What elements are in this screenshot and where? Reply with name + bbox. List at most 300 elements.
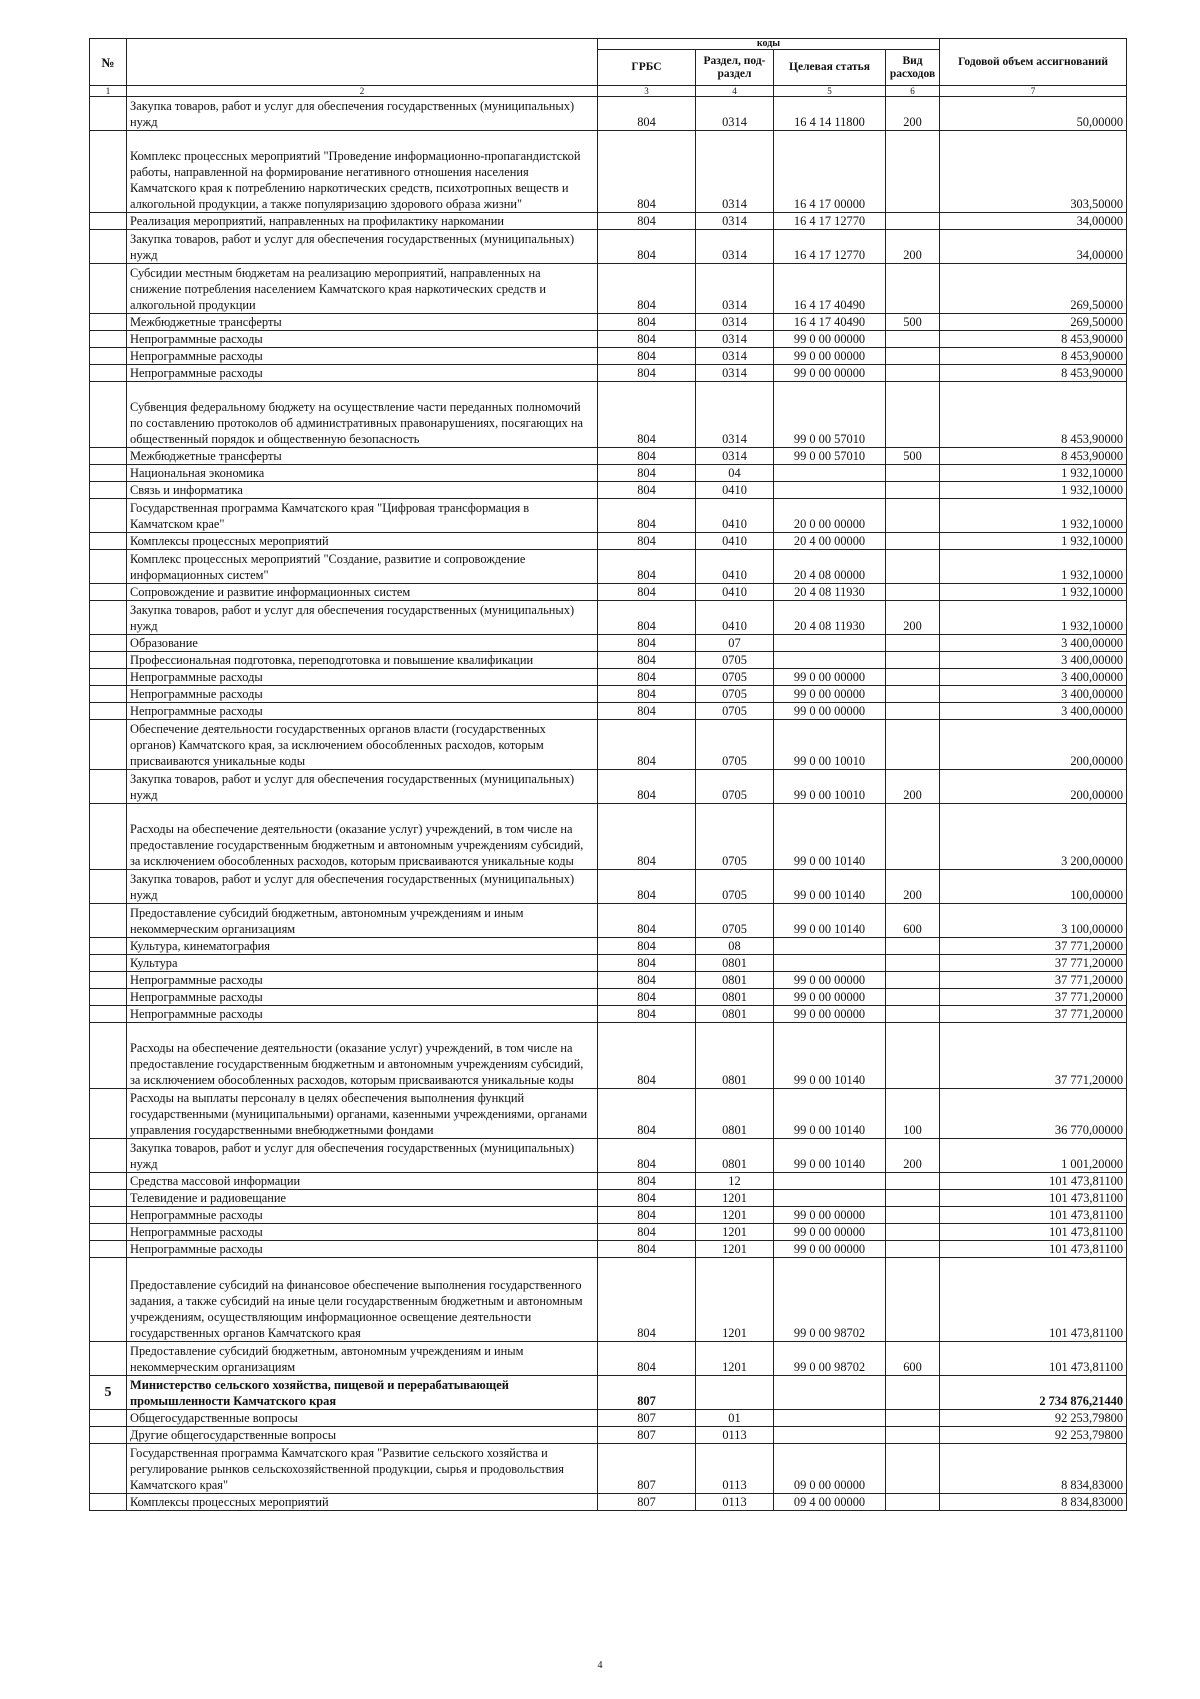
annual-amount: 101 473,81100 — [940, 1258, 1127, 1342]
target-article-code — [774, 635, 886, 652]
grbs-code: 804 — [598, 264, 696, 314]
section-code: 0801 — [696, 972, 774, 989]
target-article-code: 99 0 00 00000 — [774, 686, 886, 703]
row-number — [90, 365, 127, 382]
grbs-code: 804 — [598, 938, 696, 955]
target-article-code: 09 4 00 00000 — [774, 1494, 886, 1511]
expense-name: Непрограммные расходы — [127, 669, 598, 686]
section-code: 1201 — [696, 1190, 774, 1207]
expense-type-code — [886, 331, 940, 348]
col-number: 5 — [774, 86, 886, 97]
target-article-code: 16 4 17 00000 — [774, 131, 886, 213]
section-code: 0314 — [696, 264, 774, 314]
annual-amount: 8 453,90000 — [940, 348, 1127, 365]
expense-type-code: 500 — [886, 314, 940, 331]
grbs-code: 804 — [598, 1224, 696, 1241]
annual-amount: 8 834,83000 — [940, 1494, 1127, 1511]
row-number — [90, 669, 127, 686]
expense-type-code — [886, 938, 940, 955]
section-code: 0705 — [696, 686, 774, 703]
table-row — [90, 904, 1127, 938]
section-code: 1201 — [696, 1258, 774, 1342]
expense-type-code — [886, 669, 940, 686]
expense-name: Непрограммные расходы — [127, 1241, 598, 1258]
table-row — [90, 1139, 1127, 1173]
target-article-code: 99 0 00 00000 — [774, 703, 886, 720]
target-article-code: 99 0 00 00000 — [774, 1224, 886, 1241]
section-code: 0314 — [696, 131, 774, 213]
annual-amount: 200,00000 — [940, 770, 1127, 804]
annual-amount: 34,00000 — [940, 230, 1127, 264]
expense-type-code — [886, 972, 940, 989]
expense-name: Непрограммные расходы — [127, 686, 598, 703]
expense-type-code — [886, 989, 940, 1006]
grbs-code: 804 — [598, 584, 696, 601]
expense-name: Культура, кинематография — [127, 938, 598, 955]
expense-type-code — [886, 1258, 940, 1342]
expense-name: Непрограммные расходы — [127, 348, 598, 365]
annual-amount: 101 473,81100 — [940, 1173, 1127, 1190]
grbs-code: 804 — [598, 770, 696, 804]
annual-amount: 101 473,81100 — [940, 1190, 1127, 1207]
expense-name: Министерство сельского хозяйства, пищевой и перерабатывающей промышленности Камчатского края — [127, 1376, 598, 1410]
expense-name: Непрограммные расходы — [127, 703, 598, 720]
row-number — [90, 230, 127, 264]
section-code: 0801 — [696, 1139, 774, 1173]
grbs-code: 804 — [598, 131, 696, 213]
target-article-code: 99 0 00 00000 — [774, 669, 886, 686]
table-row — [90, 1444, 1127, 1494]
target-article-code: 99 0 00 10140 — [774, 804, 886, 870]
annual-amount: 3 400,00000 — [940, 635, 1127, 652]
grbs-code: 804 — [598, 331, 696, 348]
annual-amount: 37 771,20000 — [940, 989, 1127, 1006]
annual-amount: 3 200,00000 — [940, 804, 1127, 870]
target-article-code: 16 4 17 40490 — [774, 264, 886, 314]
section-code: 12 — [696, 1173, 774, 1190]
annual-amount: 92 253,79800 — [940, 1427, 1127, 1444]
annual-amount: 269,50000 — [940, 314, 1127, 331]
target-article-code — [774, 482, 886, 499]
section-code: 0705 — [696, 770, 774, 804]
expense-type-code — [886, 131, 940, 213]
row-number — [90, 635, 127, 652]
section-code: 0705 — [696, 720, 774, 770]
section-code: 0705 — [696, 904, 774, 938]
expense-type-code — [886, 720, 940, 770]
table-row — [90, 264, 1127, 314]
grbs-code: 804 — [598, 1089, 696, 1139]
target-article-code: 16 4 14 11800 — [774, 97, 886, 131]
section-code: 0314 — [696, 97, 774, 131]
row-number — [90, 904, 127, 938]
target-article-code: 20 4 08 11930 — [774, 584, 886, 601]
row-number — [90, 314, 127, 331]
table-row — [90, 703, 1127, 720]
target-article-code: 99 0 00 10010 — [774, 720, 886, 770]
col-number: 1 — [90, 86, 127, 97]
expense-type-code — [886, 465, 940, 482]
row-number — [90, 703, 127, 720]
section-code: 04 — [696, 465, 774, 482]
section-code: 0314 — [696, 348, 774, 365]
grbs-code: 804 — [598, 482, 696, 499]
expense-type-code — [886, 264, 940, 314]
section-code: 0314 — [696, 314, 774, 331]
header-celevaya: Целевая статья — [774, 50, 886, 86]
target-article-code: 20 4 08 11930 — [774, 601, 886, 635]
grbs-code: 804 — [598, 989, 696, 1006]
table-row — [90, 1376, 1127, 1410]
annual-amount: 8 834,83000 — [940, 1444, 1127, 1494]
target-article-code: 16 4 17 12770 — [774, 213, 886, 230]
grbs-code: 804 — [598, 213, 696, 230]
annual-amount: 37 771,20000 — [940, 938, 1127, 955]
expense-type-code — [886, 382, 940, 448]
expense-name: Государственная программа Камчатского края "Цифровая трансформация в Камчатском крае" — [127, 499, 598, 533]
annual-amount: 8 453,90000 — [940, 365, 1127, 382]
expense-type-code — [886, 550, 940, 584]
grbs-code: 804 — [598, 669, 696, 686]
expense-type-code: 200 — [886, 870, 940, 904]
row-number — [90, 1494, 127, 1511]
table-row — [90, 382, 1127, 448]
expense-type-code: 200 — [886, 601, 940, 635]
expense-name: Непрограммные расходы — [127, 1006, 598, 1023]
table-row — [90, 870, 1127, 904]
target-article-code: 99 0 00 57010 — [774, 382, 886, 448]
annual-amount: 101 473,81100 — [940, 1207, 1127, 1224]
row-number — [90, 1258, 127, 1342]
expense-name: Расходы на обеспечение деятельности (оказание услуг) учреждений, в том числе на предоставление государственным бюджетным и автономным учреждениям субсидий, за исключением обособленных расходов, которым присваиваются уникальные коды — [127, 1023, 598, 1089]
target-article-code: 99 0 00 98702 — [774, 1342, 886, 1376]
target-article-code: 99 0 00 10140 — [774, 1023, 886, 1089]
expense-type-code — [886, 1241, 940, 1258]
row-number — [90, 770, 127, 804]
annual-amount: 1 932,10000 — [940, 465, 1127, 482]
page-number: 4 — [597, 1660, 603, 1671]
expense-type-code — [886, 1190, 940, 1207]
expense-type-code: 500 — [886, 448, 940, 465]
table-row — [90, 720, 1127, 770]
section-code: 0314 — [696, 230, 774, 264]
expense-type-code — [886, 1006, 940, 1023]
section-code: 0801 — [696, 1089, 774, 1139]
expense-name: Комплексы процессных мероприятий — [127, 533, 598, 550]
target-article-code — [774, 938, 886, 955]
annual-amount: 101 473,81100 — [940, 1342, 1127, 1376]
table-body — [90, 97, 1127, 1511]
table-row — [90, 1410, 1127, 1427]
expense-name: Закупка товаров, работ и услуг для обеспечения государственных (муниципальных) нужд — [127, 1139, 598, 1173]
expense-type-code — [886, 1427, 940, 1444]
annual-amount: 303,50000 — [940, 131, 1127, 213]
expense-name: Телевидение и радиовещание — [127, 1190, 598, 1207]
grbs-code: 804 — [598, 465, 696, 482]
table-row — [90, 213, 1127, 230]
expense-name: Непрограммные расходы — [127, 1207, 598, 1224]
annual-amount: 1 932,10000 — [940, 601, 1127, 635]
table-row — [90, 686, 1127, 703]
grbs-code: 804 — [598, 652, 696, 669]
target-article-code — [774, 1410, 886, 1427]
table-row — [90, 331, 1127, 348]
annual-amount: 92 253,79800 — [940, 1410, 1127, 1427]
row-number — [90, 1207, 127, 1224]
section-code: 1201 — [696, 1207, 774, 1224]
expense-type-code: 200 — [886, 1139, 940, 1173]
col-number: 2 — [127, 86, 598, 97]
section-code: 0113 — [696, 1444, 774, 1494]
header-grbs: ГРБС — [598, 50, 696, 86]
annual-amount: 1 932,10000 — [940, 584, 1127, 601]
annual-amount: 3 400,00000 — [940, 652, 1127, 669]
row-number — [90, 131, 127, 213]
table-row — [90, 804, 1127, 870]
table-row — [90, 955, 1127, 972]
annual-amount: 1 932,10000 — [940, 533, 1127, 550]
target-article-code: 99 0 00 00000 — [774, 1241, 886, 1258]
expense-name: Межбюджетные трансферты — [127, 448, 598, 465]
grbs-code: 804 — [598, 448, 696, 465]
annual-amount: 8 453,90000 — [940, 448, 1127, 465]
expense-type-code — [886, 584, 940, 601]
row-number — [90, 1410, 127, 1427]
grbs-code: 807 — [598, 1410, 696, 1427]
target-article-code: 99 0 00 10140 — [774, 870, 886, 904]
expense-name: Расходы на обеспечение деятельности (оказание услуг) учреждений, в том числе на предоставление государственным бюджетным и автономным учреждениям субсидий, за исключением обособленных расходов, которым присваиваются уникальные коды — [127, 804, 598, 870]
expense-name: Закупка товаров, работ и услуг для обеспечения государственных (муниципальных) нужд — [127, 230, 598, 264]
row-number — [90, 382, 127, 448]
grbs-code: 804 — [598, 703, 696, 720]
expense-type-code — [886, 365, 940, 382]
section-code: 0705 — [696, 669, 774, 686]
table-row — [90, 499, 1127, 533]
target-article-code — [774, 955, 886, 972]
section-code: 0314 — [696, 365, 774, 382]
expense-name: Другие общегосударственные вопросы — [127, 1427, 598, 1444]
section-code: 0113 — [696, 1494, 774, 1511]
table-row — [90, 1207, 1127, 1224]
section-code: 0113 — [696, 1427, 774, 1444]
table-row — [90, 1190, 1127, 1207]
expense-type-code — [886, 1173, 940, 1190]
grbs-code: 807 — [598, 1494, 696, 1511]
section-code: 0410 — [696, 584, 774, 601]
table-row — [90, 989, 1127, 1006]
expense-type-code — [886, 1207, 940, 1224]
grbs-code: 804 — [598, 1207, 696, 1224]
expense-type-code — [886, 686, 940, 703]
section-code: 0705 — [696, 804, 774, 870]
grbs-code: 804 — [598, 499, 696, 533]
table-row — [90, 533, 1127, 550]
column-number-row — [90, 86, 1127, 97]
expense-name: Комплекс процессных мероприятий "Проведение информационно-пропагандистской работы, направленной на формирование негативного отношения населения Камчатского края к потреблению наркотических средств, психотропных веществ и алкогольной продукции, а также популяризацию здорового образа жизни" — [127, 131, 598, 213]
section-code: 0705 — [696, 870, 774, 904]
row-number — [90, 955, 127, 972]
grbs-code: 804 — [598, 365, 696, 382]
expense-name: Предоставление субсидий на финансовое обеспечение выполнения государственного задания, а также субсидий на иные цели государственным бюджетным и автономным учреждениям, осуществляющим информационное освещение деятельности государственных органов Камчатского края — [127, 1258, 598, 1342]
table-row — [90, 770, 1127, 804]
grbs-code: 804 — [598, 720, 696, 770]
grbs-code: 804 — [598, 1190, 696, 1207]
expense-name: Закупка товаров, работ и услуг для обеспечения государственных (муниципальных) нужд — [127, 770, 598, 804]
header-vid: Вид расходов — [886, 50, 940, 86]
table-row — [90, 482, 1127, 499]
section-code: 0314 — [696, 448, 774, 465]
expense-type-code — [886, 213, 940, 230]
expense-type-code — [886, 482, 940, 499]
annual-amount: 100,00000 — [940, 870, 1127, 904]
header-amount: Годовой объем ассигнований — [940, 39, 1127, 86]
target-article-code: 16 4 17 12770 — [774, 230, 886, 264]
table-row — [90, 448, 1127, 465]
expense-name: Закупка товаров, работ и услуг для обеспечения государственных (муниципальных) нужд — [127, 870, 598, 904]
table-row — [90, 365, 1127, 382]
annual-amount: 8 453,90000 — [940, 382, 1127, 448]
section-code: 0410 — [696, 482, 774, 499]
row-number — [90, 533, 127, 550]
grbs-code: 807 — [598, 1444, 696, 1494]
row-number — [90, 989, 127, 1006]
grbs-code: 804 — [598, 904, 696, 938]
row-number — [90, 482, 127, 499]
section-code: 0801 — [696, 955, 774, 972]
section-code: 1201 — [696, 1224, 774, 1241]
expense-name: Профессиональная подготовка, переподготовка и повышение квалификации — [127, 652, 598, 669]
section-code: 0801 — [696, 989, 774, 1006]
annual-amount: 37 771,20000 — [940, 972, 1127, 989]
row-number — [90, 584, 127, 601]
grbs-code: 804 — [598, 1241, 696, 1258]
grbs-code: 804 — [598, 230, 696, 264]
grbs-code: 804 — [598, 533, 696, 550]
grbs-code: 804 — [598, 635, 696, 652]
annual-amount: 2 734 876,21440 — [940, 1376, 1127, 1410]
target-article-code: 99 0 00 10140 — [774, 1089, 886, 1139]
grbs-code: 804 — [598, 1023, 696, 1089]
section-code: 0410 — [696, 601, 774, 635]
expense-type-code — [886, 1410, 940, 1427]
target-article-code — [774, 1173, 886, 1190]
col-number: 7 — [940, 86, 1127, 97]
annual-amount: 3 400,00000 — [940, 686, 1127, 703]
table-row — [90, 1224, 1127, 1241]
row-number — [90, 499, 127, 533]
annual-amount: 101 473,81100 — [940, 1241, 1127, 1258]
annual-amount: 101 473,81100 — [940, 1224, 1127, 1241]
target-article-code: 99 0 00 00000 — [774, 365, 886, 382]
expense-name: Непрограммные расходы — [127, 972, 598, 989]
row-number — [90, 1444, 127, 1494]
row-number — [90, 1427, 127, 1444]
row-number — [90, 213, 127, 230]
table-row — [90, 972, 1127, 989]
expense-name: Обеспечение деятельности государственных органов власти (государственных органов) Камчатского края, за исключением обособленных расходов, которым присваиваются уникальные коды — [127, 720, 598, 770]
expense-type-code: 600 — [886, 1342, 940, 1376]
target-article-code: 99 0 00 10010 — [774, 770, 886, 804]
section-code: 0314 — [696, 213, 774, 230]
target-article-code: 99 0 00 00000 — [774, 331, 886, 348]
table-row — [90, 1427, 1127, 1444]
section-code: 0314 — [696, 382, 774, 448]
section-code: 08 — [696, 938, 774, 955]
row-number — [90, 1342, 127, 1376]
expense-name: Субвенция федеральному бюджету на осуществление части переданных полномочий по составлению протоколов об административных правонарушениях, посягающих на общественный порядок и общественную безопасность — [127, 382, 598, 448]
row-number — [90, 448, 127, 465]
annual-amount: 50,00000 — [940, 97, 1127, 131]
table-row — [90, 652, 1127, 669]
grbs-code: 804 — [598, 1139, 696, 1173]
expense-name: Комплекс процессных мероприятий "Создание, развитие и сопровождение информационных систем" — [127, 550, 598, 584]
row-number — [90, 550, 127, 584]
grbs-code: 804 — [598, 314, 696, 331]
target-article-code: 20 0 00 00000 — [774, 499, 886, 533]
annual-amount: 269,50000 — [940, 264, 1127, 314]
expense-name: Национальная экономика — [127, 465, 598, 482]
target-article-code — [774, 1190, 886, 1207]
expense-name: Непрограммные расходы — [127, 989, 598, 1006]
section-code: 0410 — [696, 533, 774, 550]
section-code — [696, 1376, 774, 1410]
grbs-code: 804 — [598, 1342, 696, 1376]
grbs-code: 804 — [598, 804, 696, 870]
row-number — [90, 601, 127, 635]
grbs-code: 804 — [598, 550, 696, 584]
table-row — [90, 314, 1127, 331]
expense-name: Общегосударственные вопросы — [127, 1410, 598, 1427]
expense-type-code — [886, 1376, 940, 1410]
expense-type-code — [886, 1023, 940, 1089]
expense-name: Образование — [127, 635, 598, 652]
expense-type-code — [886, 804, 940, 870]
expense-name: Сопровождение и развитие информационных систем — [127, 584, 598, 601]
target-article-code: 99 0 00 00000 — [774, 348, 886, 365]
section-code: 01 — [696, 1410, 774, 1427]
row-number — [90, 938, 127, 955]
annual-amount: 1 001,20000 — [940, 1139, 1127, 1173]
table-row — [90, 1241, 1127, 1258]
annual-amount: 37 771,20000 — [940, 955, 1127, 972]
grbs-code: 804 — [598, 348, 696, 365]
table-row — [90, 1089, 1127, 1139]
grbs-code: 804 — [598, 870, 696, 904]
grbs-code: 804 — [598, 1006, 696, 1023]
row-number — [90, 972, 127, 989]
expense-name: Непрограммные расходы — [127, 1224, 598, 1241]
grbs-code: 804 — [598, 955, 696, 972]
row-number — [90, 331, 127, 348]
target-article-code: 99 0 00 57010 — [774, 448, 886, 465]
table-row — [90, 1342, 1127, 1376]
target-article-code: 99 0 00 00000 — [774, 989, 886, 1006]
row-number — [90, 1023, 127, 1089]
row-number — [90, 652, 127, 669]
budget-table — [89, 38, 1127, 1511]
expense-name: Предоставление субсидий бюджетным, автономным учреждениям и иным некоммерческим организациям — [127, 904, 598, 938]
target-article-code: 99 0 00 10140 — [774, 1139, 886, 1173]
row-number — [90, 720, 127, 770]
section-code: 07 — [696, 635, 774, 652]
annual-amount: 34,00000 — [940, 213, 1127, 230]
annual-amount: 3 400,00000 — [940, 703, 1127, 720]
grbs-code: 807 — [598, 1376, 696, 1410]
target-article-code: 99 0 00 00000 — [774, 1006, 886, 1023]
grbs-code: 807 — [598, 1427, 696, 1444]
table-row — [90, 1173, 1127, 1190]
table-row — [90, 601, 1127, 635]
